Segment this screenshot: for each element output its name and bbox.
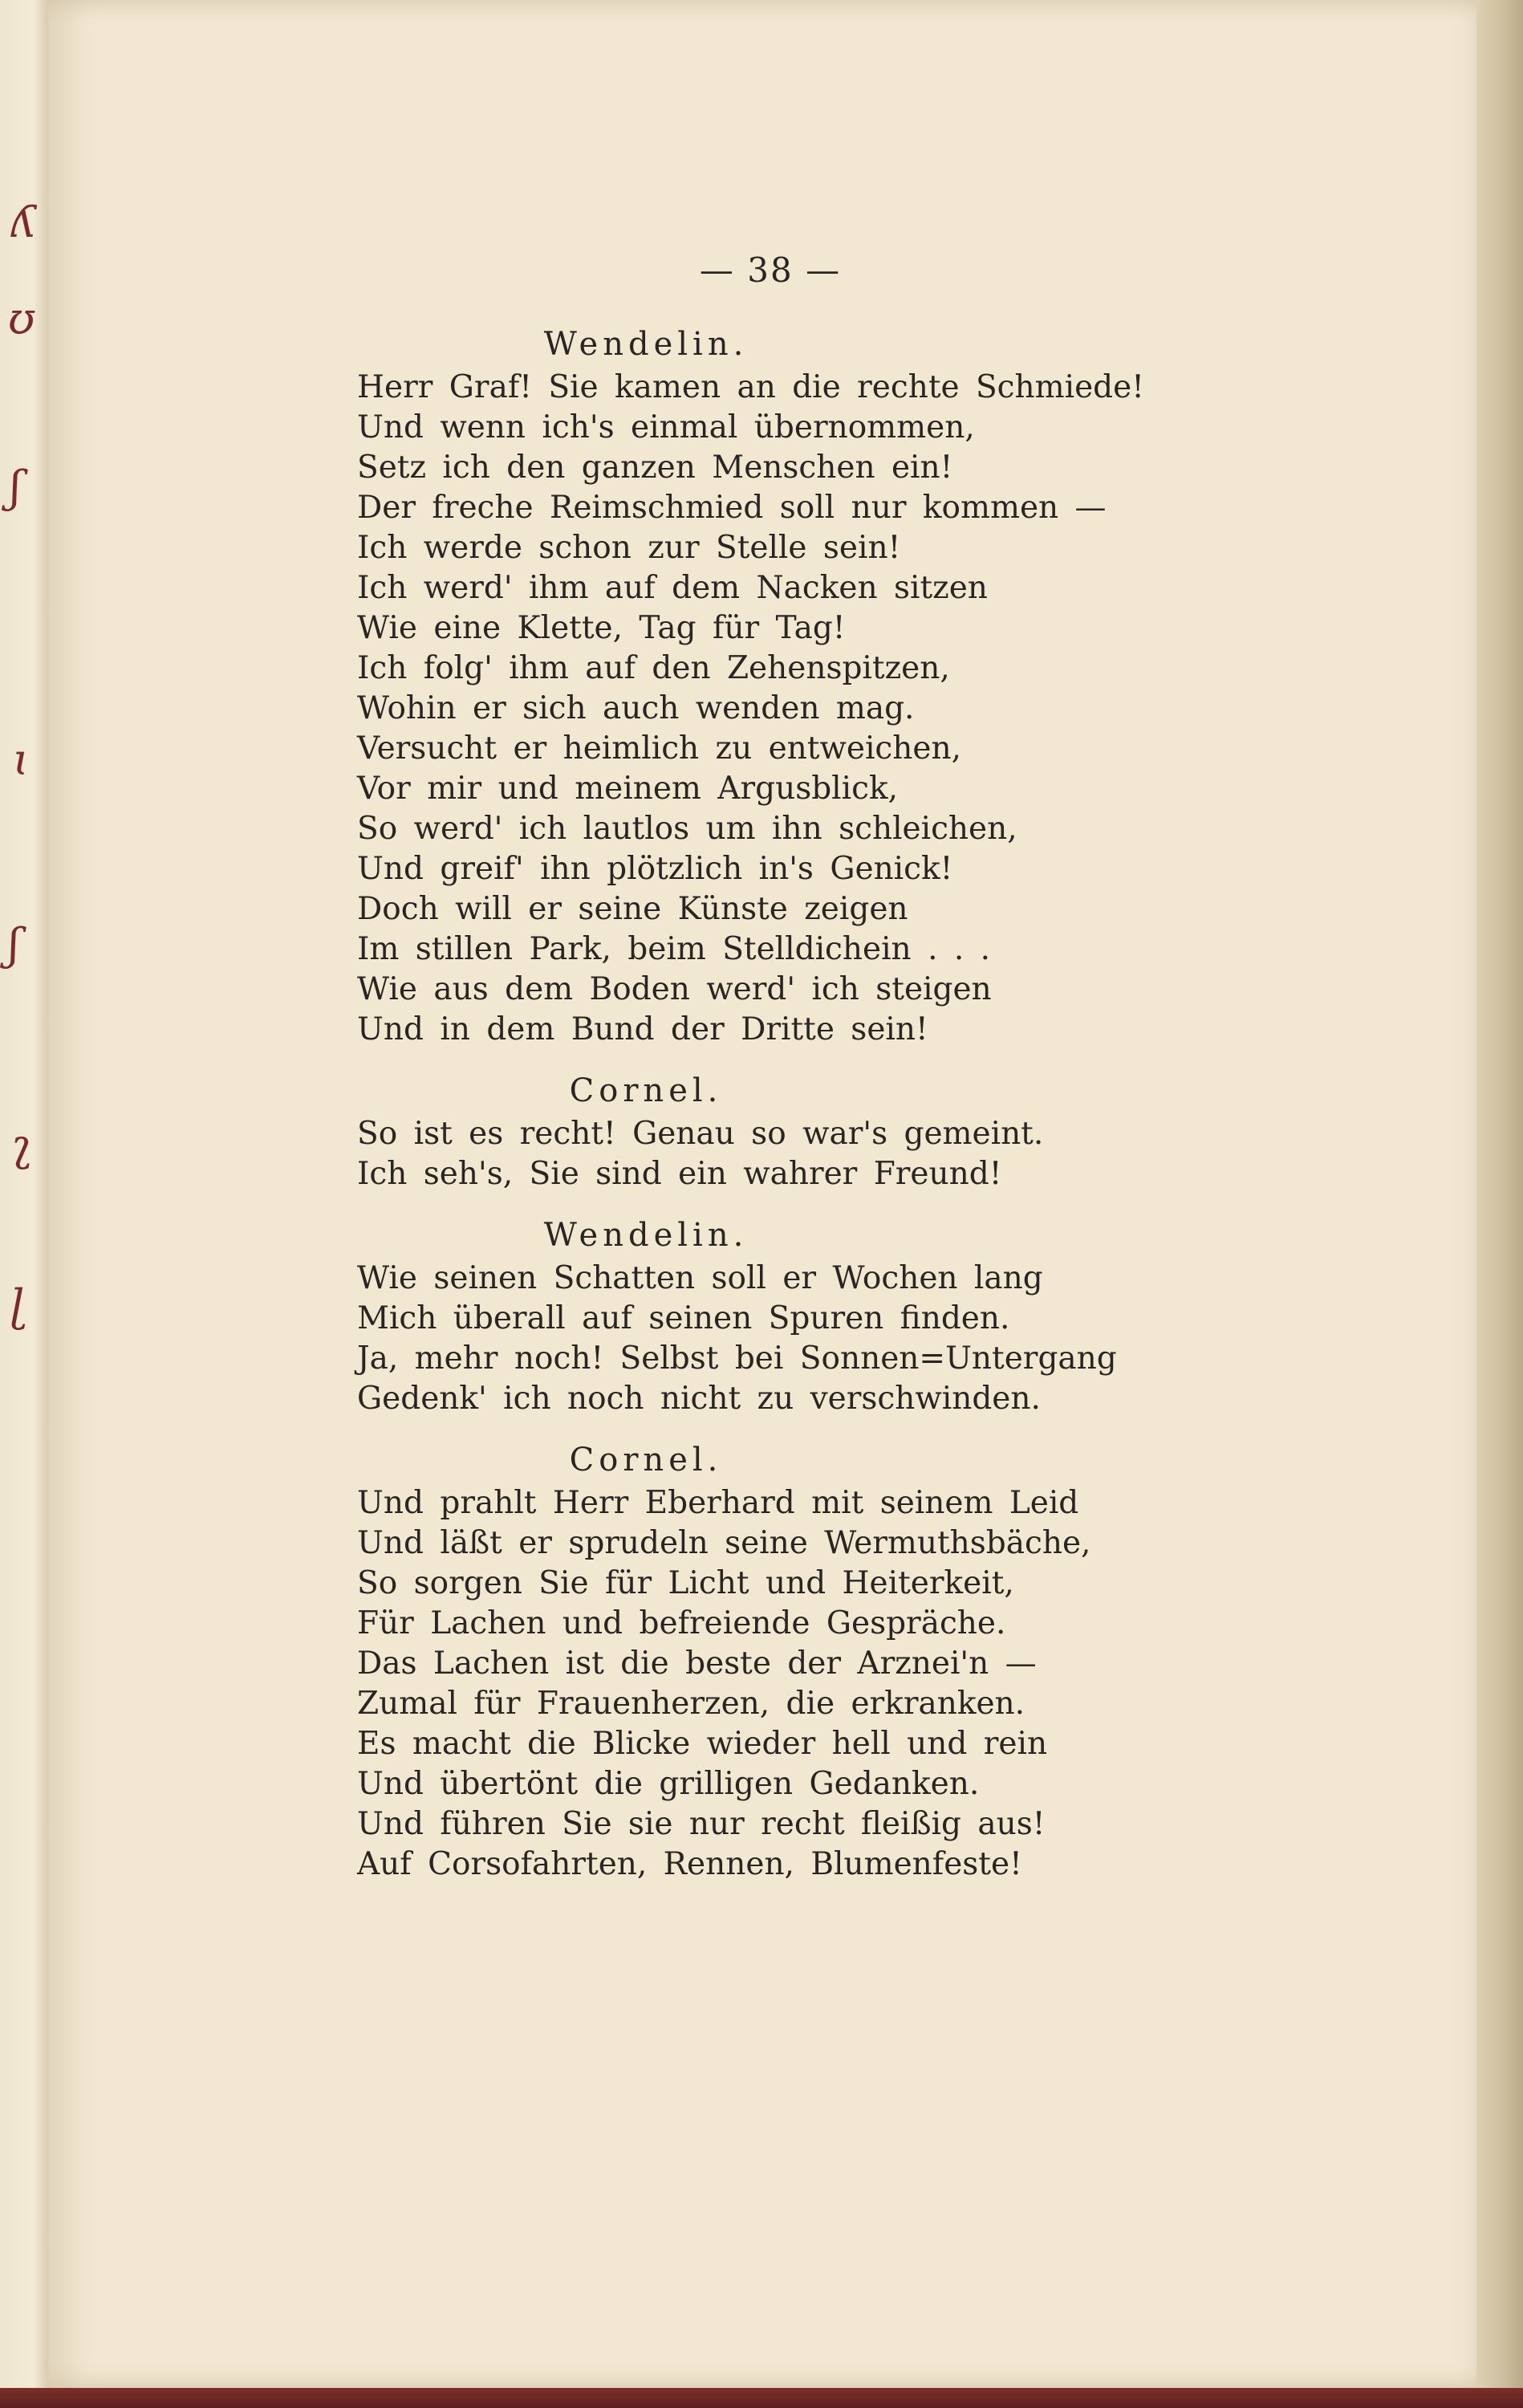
verse-line: Gedenk' ich noch nicht zu verschwinden. [357, 1381, 1041, 1417]
book-page [48, 0, 1493, 2388]
speaker-name: Wendelin. [543, 1217, 749, 1254]
verse-line: So sorgen Sie für Licht und Heiterkeit, [357, 1565, 1014, 1601]
verse-line: Für Lachen und befreiende Gespräche. [357, 1605, 1006, 1641]
verse-line: Und führen Sie sie nur recht fleißig aus! [357, 1806, 1046, 1842]
verse-line: Zumal für Frauenherzen, die erkranken. [357, 1686, 1025, 1722]
verse-line: Der freche Reimschmied soll nur kommen — [357, 490, 1107, 526]
margin-mark: ɩ [13, 734, 30, 785]
verse-line: Ich werd' ihm auf dem Nacken sitzen [357, 570, 988, 606]
margin-mark: ʃ [10, 462, 22, 512]
poem-text [357, 321, 1240, 1885]
page-fore-edge [1476, 0, 1523, 2408]
verse-line: Ich seh's, Sie sind ein wahrer Freund! [357, 1156, 1002, 1192]
verse-line: Und übertönt die grilligen Gedanken. [357, 1766, 980, 1802]
verse-line: Und wenn ich's einmal übernommen, [357, 409, 975, 445]
speaker-name: Cornel. [569, 1072, 723, 1109]
verse-line: Ich werde schon zur Stelle sein! [357, 530, 901, 566]
verse-line: Setz ich den ganzen Menschen ein! [357, 449, 953, 486]
verse-line: Wie seinen Schatten soll er Wochen lang [357, 1260, 1043, 1296]
verse-line: Auf Corsofahrten, Rennen, Blumenfeste! [357, 1846, 1022, 1882]
margin-mark: ɭ [10, 1280, 26, 1331]
verse-line: Im stillen Park, beim Stelldichein . . . [357, 931, 991, 967]
verse-line: Mich überall auf seinen Spuren finden. [357, 1300, 1010, 1336]
margin-mark: ʎ [11, 197, 36, 247]
verse-line: Und prahlt Herr Eberhard mit seinem Leid [357, 1485, 1079, 1521]
verse-line: Und greif' ihn plötzlich in's Genick! [357, 851, 953, 887]
verse-line: So ist es recht! Genau so war's gemeint. [357, 1116, 1044, 1152]
margin-mark: ʊ [8, 293, 35, 344]
page-number: — 38 — [699, 250, 842, 290]
previous-page-edge [0, 0, 48, 2408]
verse-line: Vor mir und meinem Argusblick, [357, 771, 898, 807]
verse-line: Herr Graf! Sie kamen an die rechte Schmiede! [357, 369, 1144, 405]
verse-line: Wie aus dem Boden werd' ich steigen [357, 971, 992, 1007]
speaker-name: Cornel. [569, 1442, 723, 1479]
verse-line: Versucht er heimlich zu entweichen, [357, 730, 961, 767]
verse-line: Und läßt er sprudeln seine Wermuthsbäche, [357, 1525, 1091, 1561]
verse-line: Doch will er seine Künste zeigen [357, 891, 908, 927]
margin-mark: ʃ [8, 919, 20, 970]
book-cover-edge [0, 2388, 1523, 2408]
verse-line: Es macht die Blicke wieder hell und rein [357, 1726, 1048, 1762]
margin-mark: ʅ [11, 1120, 33, 1170]
verse-line: Wohin er sich auch wenden mag. [357, 690, 915, 726]
verse-line: Ja, mehr noch! Selbst bei Sonnen=Untergang [357, 1340, 1117, 1377]
verse-line: Wie eine Klette, Tag für Tag! [357, 610, 846, 646]
speaker-name: Wendelin. [543, 326, 749, 363]
verse-line: Ich folg' ihm auf den Zehenspitzen, [357, 650, 950, 686]
verse-line: Das Lachen ist die beste der Arznei'n — [357, 1645, 1037, 1682]
verse-line: Und in dem Bund der Dritte sein! [357, 1011, 928, 1047]
verse-line: So werd' ich lautlos um ihn schleichen, [357, 811, 1017, 847]
